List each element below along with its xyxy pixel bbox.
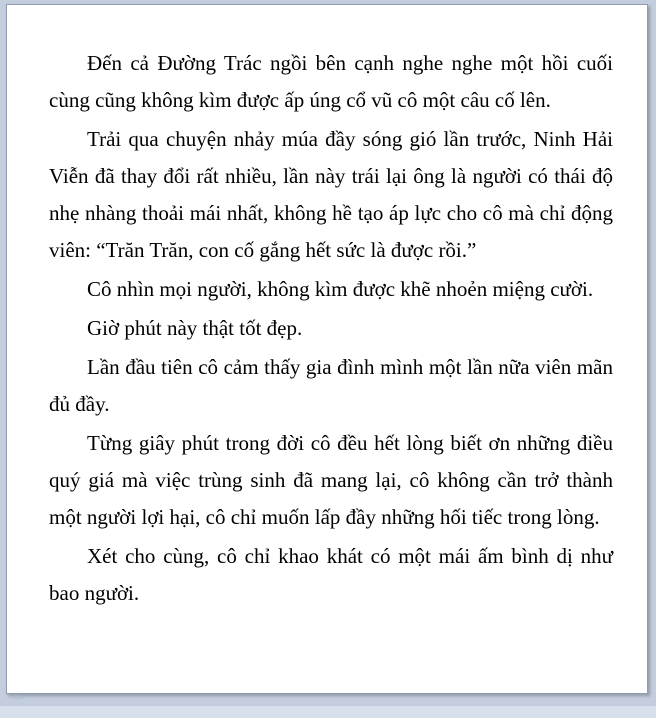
paragraph: Lần đầu tiên cô cảm thấy gia đình mình một lần nữa viên mãn đủ đầy. [49,355,613,416]
paragraph: Cô nhìn mọi người, không kìm được khẽ nhoẻn miệng cười. [87,277,594,301]
status-strip [0,706,656,718]
back-arrow-icon[interactable]: ⇦ [13,690,24,705]
paragraph: Từng giây phút trong đời cô đều hết lòng biết ơn những điều quý giá mà việc trùng sinh đã mang lại, cô không cần trở thành một người lợi hại, cô chỉ muốn lấp đầy những hối tiếc trong lòng. [49,431,613,529]
paragraph: Trải qua chuyện nhảy múa đầy sóng gió lần trước, Ninh Hải Viễn đã thay đổi rất nhiều, lần này trái lại ông là người có thái độ nhẹ nhàng thoải mái nhất, không hề tạo áp lực cho cô mà chỉ động viên: “Trăn Trăn, con cố gắng hết sức là được rồi.” [49,127,613,262]
document-page [6,4,648,694]
paragraph: Giờ phút này thật tốt đẹp. [87,316,303,340]
paragraph: Xét cho cùng, cô chỉ khao khát có một mái ấm bình dị như bao người. [49,544,613,605]
document-body [49,45,613,614]
paragraph: Đến cả Đường Trác ngồi bên cạnh nghe nghe một hồi cuối cùng cũng không kìm được ấp úng cổ vũ cô một câu cố lên. [49,51,613,112]
